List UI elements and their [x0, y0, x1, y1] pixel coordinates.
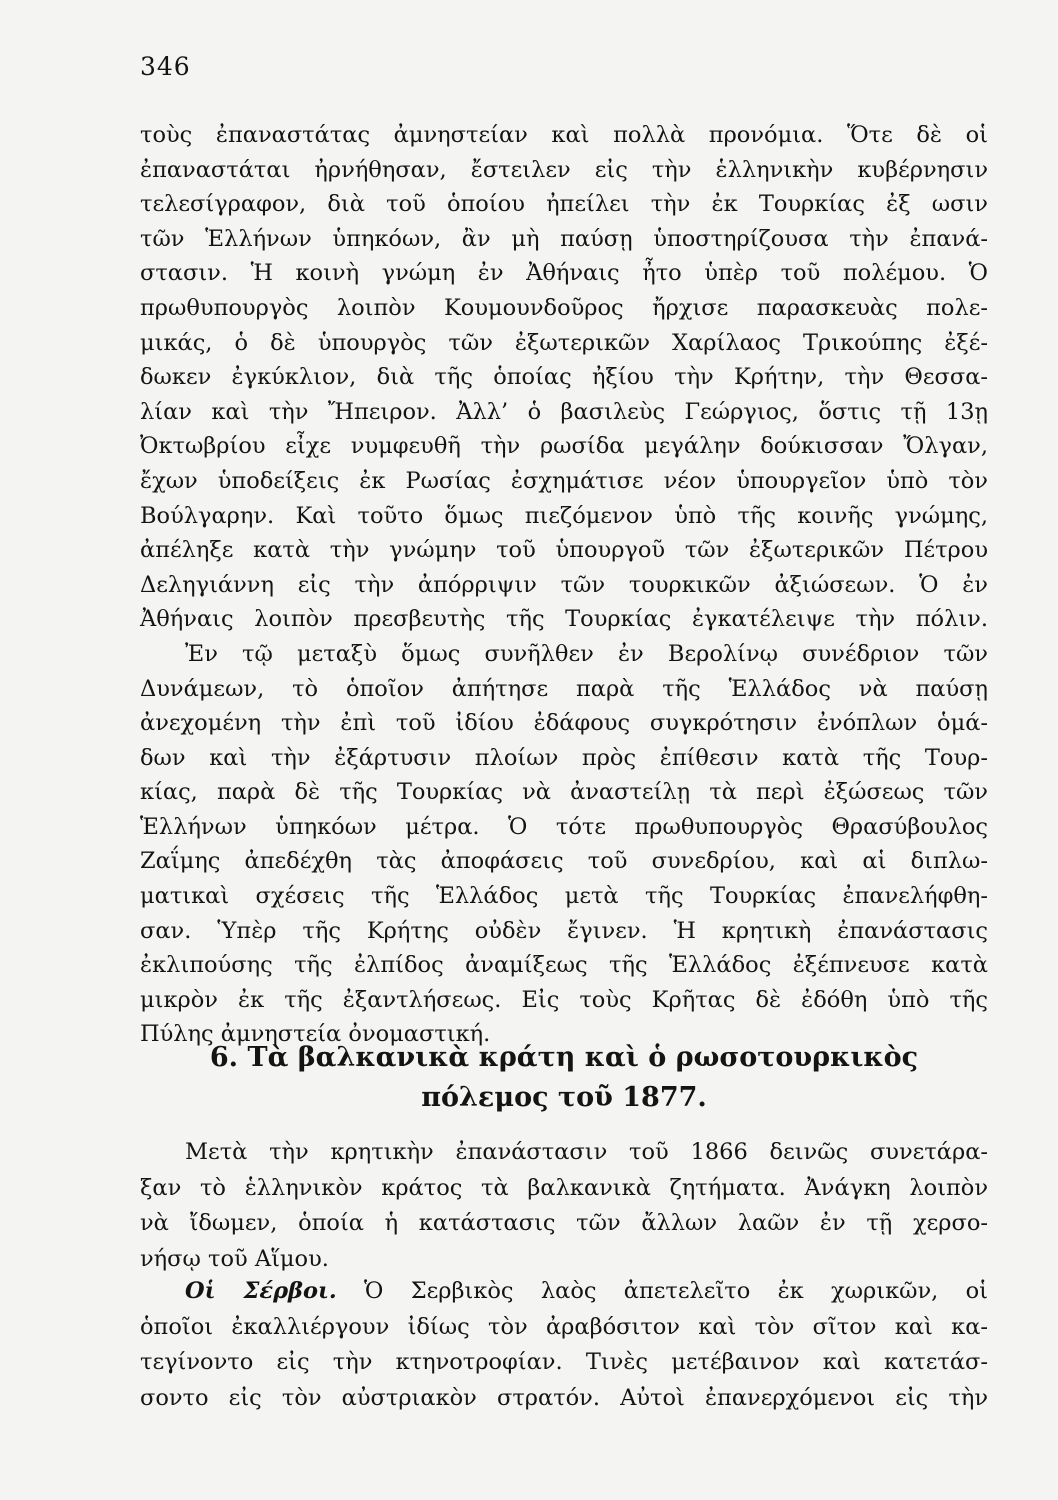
- text-line: μικρὸν ἐκ τῆς ἐξαντλήσεως. Εἰς τοὺς Κρῆτας δὲ ἐδόθη ὑπὸ τῆς: [140, 986, 988, 1013]
- text-line: σοντο εἰς τὸν αὐστριακὸν στρατόν. Αὐτοὶ ἐπανερχόμενοι εἰς τὴν: [140, 1384, 988, 1411]
- text-line: ἀπέληξε κατὰ τὴν γνώμην τοῦ ὑπουργοῦ τῶν ἐξωτερικῶν Πέτρου: [140, 537, 988, 564]
- text-line: Μετὰ τὴν κρητικὴν ἐπανάστασιν τοῦ 1866 δεινῶς συνετάρα-: [185, 1139, 988, 1165]
- text-line: δωκεν ἐγκύκλιον, διὰ τῆς ὁποίας ἠξίου τὴν Κρήτην, τὴν Θεσσα-: [140, 364, 988, 391]
- text-line: κίας, παρὰ δὲ τῆς Τουρκίας νὰ ἀναστείλῃ τὰ περὶ ἐξώσεως τῶν: [140, 779, 988, 806]
- paragraph-crete-revolution: [140, 118, 988, 1052]
- section-heading: 6. Τὰ βαλκανικὰ κράτη καὶ ὁ ρωσοτουρκικὸς: [209, 1042, 919, 1073]
- text-line: ἔχων ὑποδείξεις ἐκ Ρωσίας ἐσχημάτισε νέον ὑπουργεῖον ὑπὸ τὸν: [140, 467, 988, 494]
- text-line-rest: Ὁ Σερβικὸς λαὸς ἀπετελεῖτο ἐκ χωρικῶν, οἱ: [364, 1278, 988, 1304]
- text-line: τελεσίγραφον, διὰ τοῦ ὁποίου ἠπείλει τὴν ἐκ Τουρκίας ἐξ ωσιν: [140, 191, 988, 218]
- text-line: Δυνάμεων, τὸ ὁποῖον ἀπήτησε παρὰ τῆς Ἑλλάδος νὰ παύσῃ: [140, 675, 988, 702]
- text-line: Ὀκτωβρίου εἶχε νυμφευθῆ τὴν ρωσίδα μεγάλην δούκισσαν Ὄλγαν,: [140, 433, 988, 460]
- text-line: ὁποῖοι ἐκαλλιέργουν ἰδίως τὸν ἀραβόσιτον καὶ τὸν σῖτον καὶ κα-: [140, 1313, 988, 1340]
- text-line: Ἐν τῷ μεταξὺ ὅμως συνῆλθεν ἐν Βερολίνῳ συνέδριον τῶν: [185, 640, 988, 667]
- text-line: [140, 1274, 988, 1310]
- paragraph-balkan-states: [140, 1135, 988, 1277]
- text-line: τοὺς ἐπαναστάτας ἀμνηστείαν καὶ πολλὰ προνόμια. Ὅτε δὲ οἱ: [140, 122, 988, 148]
- text-line: δων καὶ τὴν ἐξάρτυσιν πλοίων πρὸς ἐπίθεσιν κατὰ τῆς Τουρ-: [140, 744, 988, 771]
- text-line: στασιν. Ἡ κοινὴ γνώμη ἐν Ἀθήναις ἦτο ὑπὲρ τοῦ πολέμου. Ὁ: [140, 260, 988, 287]
- text-line: Ζαΐμης ἀπεδέχθη τὰς ἀποφάσεις τοῦ συνεδρίου, καὶ αἱ διπλω-: [140, 848, 988, 875]
- text-line: νήσῳ τοῦ Αἵμου.: [140, 1245, 329, 1272]
- text-line: Πύλης ἀμνηστεία ὀνομαστική.: [140, 1021, 491, 1048]
- text-line: τῶν Ἑλλήνων ὑπηκόων, ἂν μὴ παύσῃ ὑποστηρίζουσα τὴν ἐπανά-: [140, 225, 988, 252]
- text-line: Ἀθήναις λοιπὸν πρεσβευτὴς τῆς Τουρκίας ἐγκατέλειψε τὴν πόλιν.: [140, 606, 988, 633]
- section-heading-continued: πόλεμος τοῦ 1877.: [421, 1082, 707, 1113]
- text-line: ἐκλιπούσης τῆς ἐλπίδος ἀναμίξεως τῆς Ἑλλάδος ἐξέπνευσε κατὰ: [140, 952, 988, 979]
- text-line: ἀνεχομένη τὴν ἐπὶ τοῦ ἰδίου ἐδάφους συγκρότησιν ἐνόπλων ὁμά-: [140, 710, 988, 737]
- text-line: Ἑλλήνων ὑπηκόων μέτρα. Ὁ τότε πρωθυπουργὸς Θρασύβουλος: [140, 813, 988, 840]
- text-line: λίαν καὶ τὴν Ἤπειρον. Ἀλλ’ ὁ βασιλεὺς Γεώργιος, ὅστις τῇ 13ῃ: [140, 398, 988, 425]
- text-line: σαν. Ὑπὲρ τῆς Κρήτης οὐδὲν ἔγινεν. Ἡ κρητικὴ ἐπανάστασις: [140, 917, 988, 944]
- text-line: μικάς, ὁ δὲ ὑπουργὸς τῶν ἐξωτερικῶν Χαρίλαος Τρικούπης ἐξέ-: [140, 329, 988, 356]
- subsection-term: Οἱ Σέρβοι.: [185, 1278, 337, 1304]
- text-line: Δεληγιάννη εἰς τὴν ἀπόρριψιν τῶν τουρκικῶν ἀξιώσεων. Ὁ ἐν: [140, 571, 988, 598]
- text-line: νὰ ἴδωμεν, ὁποία ἡ κατάστασις τῶν ἄλλων λαῶν ἐν τῇ χερσο-: [140, 1210, 988, 1236]
- text-line: τεγίνοντο εἰς τὴν κτηνοτροφίαν. Τινὲς μετέβαινον καὶ κατετάσ-: [140, 1349, 988, 1375]
- text-line: ξαν τὸ ἑλληνικὸν κράτος τὰ βαλκανικὰ ζητήματα. Ἀνάγκη λοιπὸν: [140, 1174, 988, 1201]
- paragraph-serbs: [140, 1274, 988, 1416]
- text-line: ἐπαναστάται ἠρνήθησαν, ἔστειλεν εἰς τὴν ἑλληνικὴν κυβέρνησιν: [140, 156, 988, 183]
- text-line: πρωθυπουργὸς λοιπὸν Κουμουνδοῦρος ἤρχισε παρασκευὰς πολε-: [140, 294, 988, 321]
- page-number: 346: [140, 52, 191, 81]
- text-line: ματικαὶ σχέσεις τῆς Ἑλλάδος μετὰ τῆς Τουρκίας ἐπανελήφθη-: [140, 883, 988, 910]
- text-line: Βούλγαρην. Καὶ τοῦτο ὅμως πιεζόμενον ὑπὸ τῆς κοινῆς γνώμης,: [140, 502, 988, 529]
